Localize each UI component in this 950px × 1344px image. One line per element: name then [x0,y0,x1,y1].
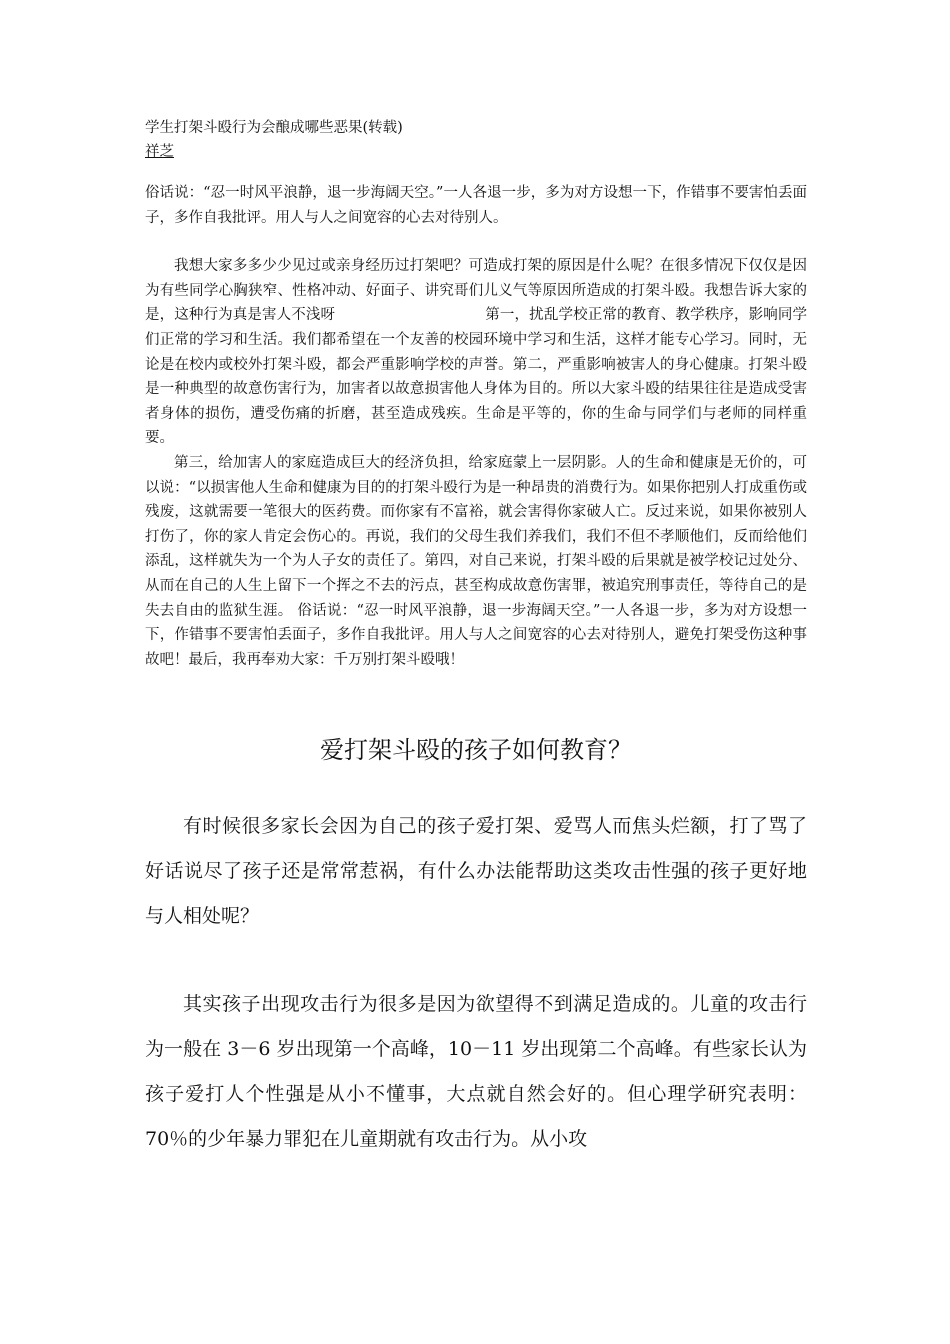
section-paragraph-1: 有时候很多家长会因为自己的孩子爱打架、爱骂人而焦头烂额，打了骂了好话说尽了孩子还是常常惹祸，有什么办法能帮助这类攻击性强的孩子更好地与人相处呢？ [145,815,807,928]
section-paragraph-2: 其实孩子出现攻击行为很多是因为欲望得不到满足造成的。儿童的攻击行为一般在 3－6 岁出现第一个高峰，10－11 岁出现第二个高峰。有些家长认为孩子爱打人个性强是从小不懂事，大点就自然会好的。但心理学研究表明：70％的少年暴力罪犯在儿童期就有攻击行为。从小攻 [145,993,807,1151]
author-link[interactable]: 祥芝 [145,144,174,160]
article-title: 学生打架斗殴行为会酿成哪些恶果(转载) [145,120,403,136]
spacer [145,672,807,730]
document-page [145,116,807,1162]
article-paragraph-2-part-2: 第一，扰乱学校正常的教育、教学秩序，影响同学们正常的学习和生活。我们都希望在一个友善的校园环境中学习和生活，这样才能专心学习。同时，无论是在校内或校外打架斗殴，都会严重影响学校的声誉。第二，严重影响被害人的身心健康。打架斗殴是一种典型的故意伤害行为，加害者以故意损害他人身体为目的。所以大家斗殴的结果往往是造成受害者身体的损伤，遭受伤痛的折磨，甚至造成残疾。生命是平等的，你的生命与同学们与老师的同样重要。 [145,307,807,447]
spacer [145,939,807,982]
article-paragraph-2 [145,254,807,451]
spacer [145,770,807,804]
article-paragraph-3: 第三，给加害人的家庭造成巨大的经济负担，给家庭蒙上一层阴影。人的生命和健康是无价的，可以说：“以损害他人生命和健康为目的的打架斗殴行为是一种昂贵的消费行为。如果你把别人打成重伤或残废，这就需要一笔很大的医药费。而你家有不富裕，就会害得你家破人亡。反过来说，如果你被别人打伤了，你的家人肯定会伤心的。再说，我们的父母生我们养我们，我们不但不孝顺他们，反而给他们添乱，这样就失为一个为人子女的责任了。第四，对自己来说，打架斗殴的后果就是被学校记过处分、从而在自己的人生上留下一个挥之不去的污点，甚至构成故意伤害罪，被追究刑事责任，等待自己的是失去自由的监狱生涯。 俗话说：“忍一时风平浪静，退一步海阔天空。”一人各退一步，多为对方设想一下，作错事不要害怕丢面子，多作自我批评。用人与人之间宽容的心去对待别人，避免打架受伤这种事故吧！最后，我再奉劝大家：千万别打架斗殴哦！ [145,454,807,668]
spacer [145,230,807,254]
section-heading: 爱打架斗殴的孩子如何教育？ [320,736,632,765]
article-paragraph-2-part-1: 我想大家多多少少见过或亲身经历过打架吧？可造成打架的原因是什么呢？在很多情况下仅仅是因为有些同学心胸狭窄、性格冲动、好面子、讲究哥们儿义气等原因所造成的打架斗殴。我想告诉大家的是，这种行为真是害人不浅呀 [145,258,807,324]
spacer [145,164,807,181]
article-paragraph-1: 俗话说：“忍一时风平浪静，退一步海阔天空。”一人各退一步，多为对方设想一下，作错事不要害怕丢面子，多作自我批评。用人与人之间宽容的心去对待别人。 [145,185,807,226]
